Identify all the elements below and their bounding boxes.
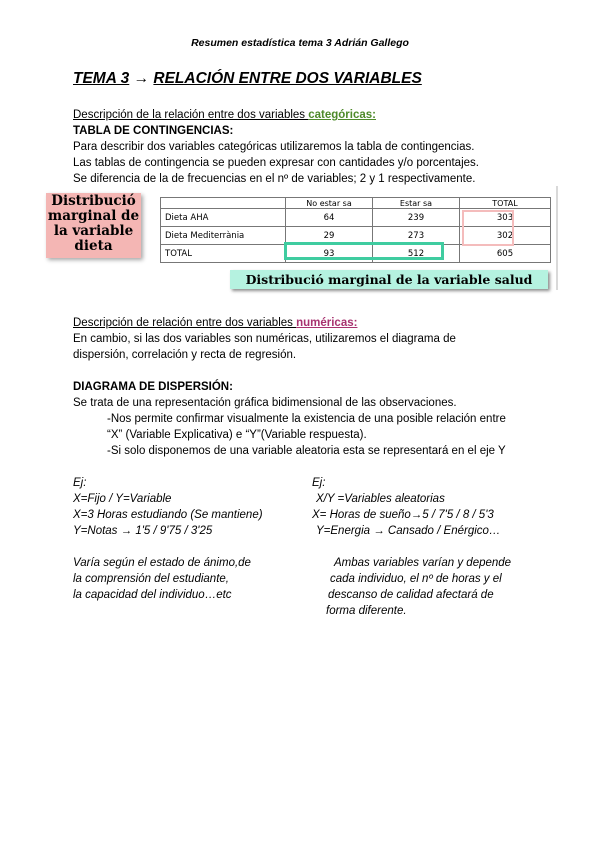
example-right-note: descanso de calidad afectará de [328,589,494,601]
example-left-note: la capacidad del individuo…etc [73,589,232,601]
table-header-cell: Estar sa [373,198,460,209]
numeric-description [73,315,357,331]
scatter-heading: DIAGRAMA DE DISPERSIÓN: [73,381,233,393]
categorical-description [73,107,376,123]
health-marginal-highlight [284,242,444,260]
paragraph-line: -Nos permite confirmar visualmente la existencia de una posible relación entre [107,413,506,425]
table-cell: 302 [460,227,551,245]
table-cell: Dieta AHA [161,209,286,227]
paragraph-line: -Si solo disponemos de una variable aleatoria esta se representará en el eje Y [107,445,506,457]
paragraph-line: Para describir dos variables categóricas utilizaremos la tabla de contingencias. [73,141,475,153]
title-arrow: → [129,70,154,87]
example-left-line: Y=Notas → 1'5 / 9'75 / 3'25 [73,525,213,537]
paragraph-line: Las tablas de contingencia se pueden expresar con cantidades y/o porcentajes. [73,157,479,169]
example-left-line: X=Fijo / Y=Variable [73,493,172,505]
paragraph-line: “X” (Variable Explicativa) e “Y”(Variable respuesta). [107,429,367,441]
example-right-note: cada individuo, el nº de horas y el [330,573,502,585]
label-line: marginal de [47,208,140,224]
paragraph-line: Se diferencia de la de frecuencias en el nº de variables; 2 y 1 respectivamente. [73,173,476,185]
example-left-note: Varía según el estado de ánimo,de [73,557,251,569]
table-cell: 303 [460,209,551,227]
table-cell: 29 [286,227,373,245]
paragraph-line: dispersión, correlación y recta de regresión. [73,349,297,361]
example-left-line: Ej: [73,477,87,489]
example-right-line: X= Horas de sueño→5 / 7'5 / 8 / 5'3 [312,509,494,521]
table-cell: 512 [373,245,460,263]
paragraph-line: Se trata de una representación gráfica bidimensional de las observaciones. [73,397,457,409]
diet-marginal-highlight [462,210,514,246]
numeric-desc-prefix: Descripción de relación entre dos variables [73,317,297,329]
title-main: RELACIÓN ENTRE DOS VARIABLES [153,70,422,87]
table-header-row [161,198,551,209]
document-header: Resumen estadística tema 3 Adrián Gallego [191,37,409,49]
table-header-cell: TOTAL [460,198,551,209]
table-cell: 239 [373,209,460,227]
marginal-diet-label [46,193,141,258]
table-cell: 93 [286,245,373,263]
table-cell: 273 [373,227,460,245]
example-left-note: la comprensión del estudiante, [73,573,229,585]
title-prefix: TEMA 3 [73,70,130,87]
page-title [73,70,422,88]
paragraph-line: En cambio, si las dos variables son numéricas, utilizaremos el diagrama de [73,333,456,345]
label-line: la variable [53,223,134,239]
contingency-heading: TABLA DE CONTINGENCIAS: [73,125,234,137]
image-edge-divider [556,186,558,290]
table-cell: 64 [286,209,373,227]
example-right-note: forma diferente. [326,605,407,617]
example-right-line: Y=Energia → Cansado / Enérgico… [316,525,501,537]
table-header-cell: No estar sa [286,198,373,209]
table-cell: 605 [460,245,551,263]
marginal-health-label: Distribució marginal de la variable salud [230,270,548,289]
label-line: Distribució [51,193,136,209]
categorical-keyword: categóricas: [308,109,376,121]
example-right-note: Ambas variables varían y depende [334,557,512,569]
example-right-line: Ej: [312,477,326,489]
numeric-keyword: numéricas: [296,317,358,329]
table-cell: Dieta Mediterrània [161,227,286,245]
example-left-line: X=3 Horas estudiando (Se mantiene) [73,509,263,521]
label-line: dieta [74,238,113,254]
categorical-desc-prefix: Descripción de la relación entre dos variables [73,109,309,121]
table-header-cell [161,198,286,209]
table-cell: TOTAL [161,245,286,263]
example-right-line: X/Y =Variables aleatorias [316,493,445,505]
